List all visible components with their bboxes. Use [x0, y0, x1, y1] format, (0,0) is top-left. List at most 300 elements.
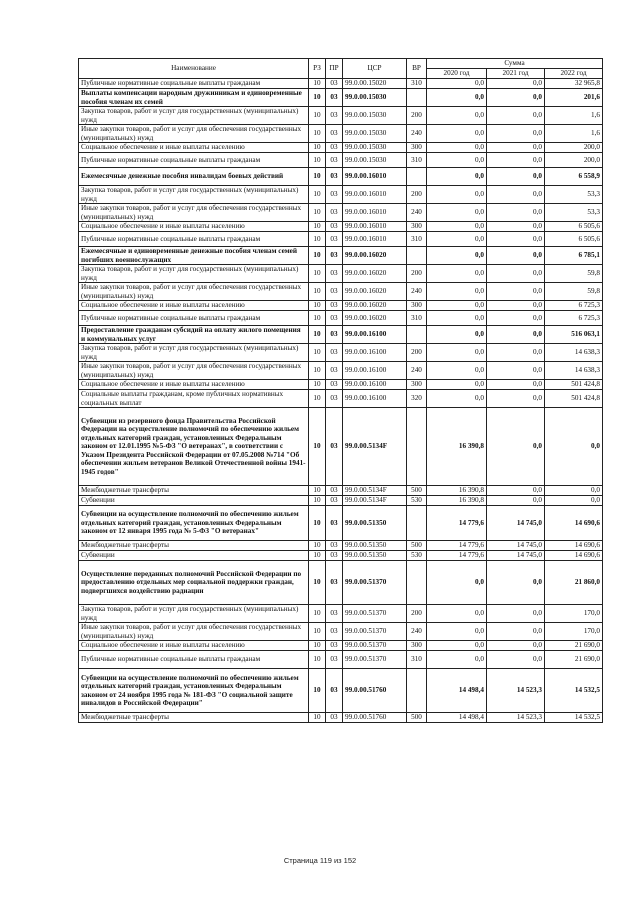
row-sum-2022: 1,6 — [545, 125, 603, 143]
row-csr: 99.0.00.16100 — [343, 344, 407, 362]
row-csr: 99.0.00.16010 — [343, 186, 407, 204]
row-rz: 10 — [309, 408, 326, 486]
row-sum-2021: 0,0 — [487, 380, 545, 390]
table-row — [79, 107, 603, 125]
row-sum-2020: 0,0 — [427, 326, 487, 344]
row-vr: 200 — [407, 605, 427, 623]
row-sum-2022: 14 532,5 — [545, 713, 603, 723]
row-name: Иные закупки товаров, работ и услуг для обеспечения государственных (муниципальных) нужд — [79, 204, 309, 222]
row-csr: 99.0.00.51760 — [343, 669, 407, 713]
row-csr: 99.0.00.51370 — [343, 561, 407, 605]
table-row — [79, 143, 603, 153]
page-footer: Страница 119 из 152 — [283, 856, 357, 865]
row-sum-2020: 0,0 — [427, 247, 487, 265]
row-csr: 99.0.00.51370 — [343, 641, 407, 651]
row-sum-2022: 0,0 — [545, 408, 603, 486]
row-sum-2020: 0,0 — [427, 125, 487, 143]
table-row — [79, 344, 603, 362]
row-csr: 99.0.00.51760 — [343, 713, 407, 723]
row-pr: 03 — [326, 641, 343, 651]
row-sum-2021: 14 523,3 — [487, 713, 545, 723]
row-sum-2021: 14 745,0 — [487, 541, 545, 551]
row-sum-2020: 0,0 — [427, 153, 487, 168]
row-sum-2022: 0,0 — [545, 486, 603, 496]
row-sum-2020: 14 779,6 — [427, 541, 487, 551]
row-sum-2021: 0,0 — [487, 311, 545, 326]
row-vr — [407, 326, 427, 344]
row-sum-2021: 0,0 — [487, 496, 545, 506]
row-rz: 10 — [309, 551, 326, 561]
row-vr — [407, 561, 427, 605]
row-pr: 03 — [326, 222, 343, 232]
row-vr: 200 — [407, 107, 427, 125]
row-rz: 10 — [309, 311, 326, 326]
row-sum-2021: 0,0 — [487, 390, 545, 408]
row-vr — [407, 669, 427, 713]
header-pr: ПР — [326, 59, 343, 79]
row-sum-2022: 200,0 — [545, 143, 603, 153]
row-sum-2021: 0,0 — [487, 204, 545, 222]
row-rz: 10 — [309, 125, 326, 143]
table-row — [79, 561, 603, 605]
row-vr: 310 — [407, 232, 427, 247]
row-vr: 300 — [407, 143, 427, 153]
row-sum-2022: 6 725,3 — [545, 301, 603, 311]
row-sum-2020: 14 779,6 — [427, 506, 487, 541]
row-sum-2020: 0,0 — [427, 143, 487, 153]
row-sum-2021: 0,0 — [487, 232, 545, 247]
row-sum-2021: 0,0 — [487, 283, 545, 301]
row-rz: 10 — [309, 651, 326, 669]
row-sum-2022: 14 690,6 — [545, 551, 603, 561]
row-name: Выплаты компенсации народным дружинникам и единовременные пособия членам их семей — [79, 89, 309, 107]
row-name: Публичные нормативные социальные выплаты гражданам — [79, 232, 309, 247]
row-sum-2021: 0,0 — [487, 486, 545, 496]
row-sum-2020: 0,0 — [427, 641, 487, 651]
row-name: Социальное обеспечение и иные выплаты населению — [79, 143, 309, 153]
row-sum-2022: 200,0 — [545, 153, 603, 168]
row-csr: 99.0.00.16100 — [343, 326, 407, 344]
row-rz: 10 — [309, 107, 326, 125]
row-sum-2021: 0,0 — [487, 605, 545, 623]
row-sum-2022: 21 690,0 — [545, 651, 603, 669]
row-sum-2021: 0,0 — [487, 265, 545, 283]
header-rz: РЗ — [309, 59, 326, 79]
row-vr: 310 — [407, 79, 427, 89]
table-row — [79, 408, 603, 486]
row-name: Социальное обеспечение и иные выплаты населению — [79, 301, 309, 311]
table-body — [79, 79, 603, 723]
row-csr: 99.0.00.16010 — [343, 232, 407, 247]
row-vr: 500 — [407, 486, 427, 496]
row-sum-2021: 0,0 — [487, 247, 545, 265]
table-row — [79, 204, 603, 222]
row-sum-2020: 0,0 — [427, 232, 487, 247]
table-row — [79, 265, 603, 283]
row-sum-2021: 0,0 — [487, 623, 545, 641]
row-pr: 03 — [326, 651, 343, 669]
row-name: Ежемесячные и единовременные денежные пособия членам семей погибших военнослужащих — [79, 247, 309, 265]
row-rz: 10 — [309, 623, 326, 641]
row-pr: 03 — [326, 551, 343, 561]
row-name: Закупка товаров, работ и услуг для государственных (муниципальных) нужд — [79, 605, 309, 623]
row-sum-2020: 0,0 — [427, 362, 487, 380]
row-pr: 03 — [326, 204, 343, 222]
row-sum-2021: 14 745,0 — [487, 551, 545, 561]
table-row — [79, 541, 603, 551]
row-name: Публичные нормативные социальные выплаты гражданам — [79, 651, 309, 669]
row-csr: 99.0.00.16010 — [343, 168, 407, 186]
row-name: Межбюджетные трансферты — [79, 486, 309, 496]
row-pr: 03 — [326, 380, 343, 390]
table-row — [79, 486, 603, 496]
table-row — [79, 232, 603, 247]
row-rz: 10 — [309, 541, 326, 551]
table-row — [79, 153, 603, 168]
row-rz: 10 — [309, 283, 326, 301]
row-sum-2020: 0,0 — [427, 283, 487, 301]
row-pr: 03 — [326, 506, 343, 541]
row-sum-2020: 0,0 — [427, 311, 487, 326]
table-row — [79, 247, 603, 265]
row-csr: 99.0.00.51350 — [343, 506, 407, 541]
row-pr: 03 — [326, 232, 343, 247]
row-csr: 99.0.00.16010 — [343, 204, 407, 222]
row-sum-2022: 59,8 — [545, 283, 603, 301]
row-vr: 240 — [407, 125, 427, 143]
row-sum-2021: 0,0 — [487, 143, 545, 153]
row-csr: 99.0.00.5134F — [343, 486, 407, 496]
row-sum-2020: 14 498,4 — [427, 713, 487, 723]
row-name: Закупка товаров, работ и услуг для государственных (муниципальных) нужд — [79, 265, 309, 283]
row-rz: 10 — [309, 605, 326, 623]
row-sum-2020: 0,0 — [427, 390, 487, 408]
row-vr: 300 — [407, 301, 427, 311]
table-row — [79, 222, 603, 232]
row-rz: 10 — [309, 143, 326, 153]
row-rz: 10 — [309, 79, 326, 89]
row-sum-2020: 0,0 — [427, 623, 487, 641]
row-csr: 99.0.00.16100 — [343, 362, 407, 380]
row-rz: 10 — [309, 153, 326, 168]
row-vr: 310 — [407, 153, 427, 168]
row-pr: 03 — [326, 561, 343, 605]
row-pr: 03 — [326, 153, 343, 168]
row-csr: 99.0.00.15030 — [343, 107, 407, 125]
row-vr: 530 — [407, 551, 427, 561]
row-vr — [407, 247, 427, 265]
row-pr: 03 — [326, 496, 343, 506]
row-pr: 03 — [326, 283, 343, 301]
row-sum-2022: 6 505,6 — [545, 232, 603, 247]
row-name: Субвенции — [79, 496, 309, 506]
row-sum-2021: 0,0 — [487, 362, 545, 380]
row-rz: 10 — [309, 186, 326, 204]
row-csr: 99.0.00.5134F — [343, 408, 407, 486]
row-pr: 03 — [326, 311, 343, 326]
row-sum-2022: 6 785,1 — [545, 247, 603, 265]
row-sum-2022: 501 424,8 — [545, 390, 603, 408]
row-sum-2020: 16 390,8 — [427, 496, 487, 506]
row-sum-2022: 201,6 — [545, 89, 603, 107]
table-row — [79, 669, 603, 713]
row-vr: 300 — [407, 222, 427, 232]
row-csr: 99.0.00.5134F — [343, 496, 407, 506]
row-csr: 99.0.00.16020 — [343, 247, 407, 265]
row-vr: 200 — [407, 344, 427, 362]
row-pr: 03 — [326, 390, 343, 408]
row-rz: 10 — [309, 344, 326, 362]
row-name: Публичные нормативные социальные выплаты гражданам — [79, 311, 309, 326]
row-name: Иные закупки товаров, работ и услуг для обеспечения государственных (муниципальных) нужд — [79, 283, 309, 301]
row-sum-2022: 14 638,3 — [545, 362, 603, 380]
table-row — [79, 168, 603, 186]
row-csr: 99.0.00.51370 — [343, 623, 407, 641]
row-vr — [407, 168, 427, 186]
row-sum-2020: 0,0 — [427, 344, 487, 362]
row-pr: 03 — [326, 605, 343, 623]
row-pr: 03 — [326, 186, 343, 204]
row-name: Межбюджетные трансферты — [79, 713, 309, 723]
row-vr: 320 — [407, 390, 427, 408]
header-name: Наименование — [79, 59, 309, 79]
row-sum-2022: 516 063,1 — [545, 326, 603, 344]
row-name: Субвенции из резервного фонда Правительства Российской Федерации на осуществление полномочий по обеспечению жильем отдельных категорий граждан, установленных Федеральным законом от 12.01.1995 №5-ФЗ "О ветеранах", в соответствии с Указом Президента Российской Федерации от 07.05.2008 №714 "Об обеспечении жильем ветеранов Великой Отечественной войны 1941-1945 годов" — [79, 408, 309, 486]
row-sum-2021: 0,0 — [487, 301, 545, 311]
row-rz: 10 — [309, 496, 326, 506]
row-pr: 03 — [326, 326, 343, 344]
row-sum-2020: 0,0 — [427, 186, 487, 204]
table-row — [79, 605, 603, 623]
row-sum-2020: 16 390,8 — [427, 408, 487, 486]
row-sum-2022: 14 532,5 — [545, 669, 603, 713]
row-name: Межбюджетные трансферты — [79, 541, 309, 551]
row-sum-2021: 0,0 — [487, 651, 545, 669]
row-pr: 03 — [326, 265, 343, 283]
header-csr: ЦСР — [343, 59, 407, 79]
row-rz: 10 — [309, 204, 326, 222]
table-row — [79, 506, 603, 541]
row-name: Иные закупки товаров, работ и услуг для обеспечения государственных (муниципальных) нужд — [79, 125, 309, 143]
row-pr: 03 — [326, 168, 343, 186]
row-csr: 99.0.00.15030 — [343, 153, 407, 168]
row-vr: 240 — [407, 623, 427, 641]
row-sum-2022: 6 505,6 — [545, 222, 603, 232]
row-name: Осуществление переданных полномочий Российской Федерации по предоставлению отдельных мер социальной поддержки граждан, подвергшихся воздействию радиации — [79, 561, 309, 605]
row-name: Иные закупки товаров, работ и услуг для обеспечения государственных (муниципальных) нужд — [79, 362, 309, 380]
row-csr: 99.0.00.15030 — [343, 89, 407, 107]
row-pr: 03 — [326, 713, 343, 723]
row-sum-2021: 0,0 — [487, 89, 545, 107]
row-name: Иные закупки товаров, работ и услуг для обеспечения государственных (муниципальных) нужд — [79, 623, 309, 641]
table-row — [79, 362, 603, 380]
row-vr: 240 — [407, 204, 427, 222]
row-sum-2020: 0,0 — [427, 204, 487, 222]
row-pr: 03 — [326, 301, 343, 311]
row-sum-2022: 501 424,8 — [545, 380, 603, 390]
row-sum-2021: 0,0 — [487, 222, 545, 232]
row-sum-2022: 14 638,3 — [545, 344, 603, 362]
row-sum-2021: 0,0 — [487, 107, 545, 125]
row-sum-2022: 53,3 — [545, 186, 603, 204]
row-name: Закупка товаров, работ и услуг для государственных (муниципальных) нужд — [79, 344, 309, 362]
row-sum-2020: 0,0 — [427, 651, 487, 669]
row-name: Ежемесячные денежные пособия инвалидам боевых действий — [79, 168, 309, 186]
row-sum-2020: 0,0 — [427, 89, 487, 107]
row-name: Субвенции на осуществление полномочий по обеспечению жильем отдельных категорий граждан, установленных Федеральным законом от 12 января 1995 года № 5-ФЗ "О ветеранах" — [79, 506, 309, 541]
header-year-2020: 2020 год — [427, 69, 487, 79]
row-vr — [407, 506, 427, 541]
row-sum-2021: 14 523,3 — [487, 669, 545, 713]
table-row — [79, 186, 603, 204]
budget-table — [78, 58, 603, 723]
row-pr: 03 — [326, 344, 343, 362]
row-sum-2022: 170,0 — [545, 623, 603, 641]
row-vr — [407, 89, 427, 107]
row-vr: 300 — [407, 641, 427, 651]
table-row — [79, 311, 603, 326]
row-pr: 03 — [326, 79, 343, 89]
row-sum-2020: 0,0 — [427, 605, 487, 623]
row-pr: 03 — [326, 107, 343, 125]
header-year-2022: 2022 год — [545, 69, 603, 79]
row-sum-2022: 21 860,0 — [545, 561, 603, 605]
row-sum-2021: 0,0 — [487, 561, 545, 605]
row-csr: 99.0.00.16020 — [343, 283, 407, 301]
header-year-2021: 2021 год — [487, 69, 545, 79]
row-rz: 10 — [309, 89, 326, 107]
row-name: Социальное обеспечение и иные выплаты населению — [79, 380, 309, 390]
row-name: Социальные выплаты гражданам, кроме публичных нормативных социальных выплат — [79, 390, 309, 408]
row-sum-2020: 14 779,6 — [427, 551, 487, 561]
row-csr: 99.0.00.15020 — [343, 79, 407, 89]
row-rz: 10 — [309, 506, 326, 541]
row-rz: 10 — [309, 265, 326, 283]
row-csr: 99.0.00.16010 — [343, 222, 407, 232]
row-sum-2020: 14 498,4 — [427, 669, 487, 713]
row-sum-2020: 0,0 — [427, 380, 487, 390]
row-sum-2021: 0,0 — [487, 408, 545, 486]
row-csr: 99.0.00.16020 — [343, 265, 407, 283]
row-sum-2020: 0,0 — [427, 301, 487, 311]
header-vr: ВР — [407, 59, 427, 79]
row-rz: 10 — [309, 641, 326, 651]
row-csr: 99.0.00.15030 — [343, 125, 407, 143]
row-sum-2021: 0,0 — [487, 641, 545, 651]
row-csr: 99.0.00.51350 — [343, 541, 407, 551]
row-csr: 99.0.00.16100 — [343, 390, 407, 408]
row-pr: 03 — [326, 541, 343, 551]
row-pr: 03 — [326, 669, 343, 713]
row-pr: 03 — [326, 486, 343, 496]
row-csr: 99.0.00.15030 — [343, 143, 407, 153]
row-pr: 03 — [326, 143, 343, 153]
table-row — [79, 380, 603, 390]
row-pr: 03 — [326, 125, 343, 143]
row-sum-2021: 0,0 — [487, 79, 545, 89]
row-sum-2022: 21 690,0 — [545, 641, 603, 651]
row-rz: 10 — [309, 362, 326, 380]
row-name: Закупка товаров, работ и услуг для государственных (муниципальных) нужд — [79, 107, 309, 125]
row-vr: 310 — [407, 311, 427, 326]
row-vr: 200 — [407, 186, 427, 204]
row-vr — [407, 408, 427, 486]
row-sum-2020: 16 390,8 — [427, 486, 487, 496]
table-row — [79, 641, 603, 651]
row-vr: 500 — [407, 713, 427, 723]
row-sum-2022: 0,0 — [545, 496, 603, 506]
row-name: Предоставление гражданам субсидий на оплату жилого помещения и коммунальных услуг — [79, 326, 309, 344]
row-csr: 99.0.00.16100 — [343, 380, 407, 390]
row-name: Социальное обеспечение и иные выплаты населению — [79, 641, 309, 651]
row-sum-2022: 53,3 — [545, 204, 603, 222]
row-vr: 240 — [407, 283, 427, 301]
row-rz: 10 — [309, 247, 326, 265]
row-rz: 10 — [309, 486, 326, 496]
row-vr: 530 — [407, 496, 427, 506]
row-csr: 99.0.00.16020 — [343, 311, 407, 326]
row-rz: 10 — [309, 669, 326, 713]
row-name: Субвенции — [79, 551, 309, 561]
row-name: Публичные нормативные социальные выплаты гражданам — [79, 79, 309, 89]
row-pr: 03 — [326, 623, 343, 641]
row-sum-2022: 6 725,3 — [545, 311, 603, 326]
row-pr: 03 — [326, 362, 343, 380]
row-csr: 99.0.00.51370 — [343, 605, 407, 623]
row-sum-2021: 0,0 — [487, 168, 545, 186]
row-rz: 10 — [309, 326, 326, 344]
row-name: Социальное обеспечение и иные выплаты населению — [79, 222, 309, 232]
table-row — [79, 390, 603, 408]
table-row — [79, 713, 603, 723]
row-sum-2020: 0,0 — [427, 79, 487, 89]
row-sum-2022: 32 965,8 — [545, 79, 603, 89]
row-rz: 10 — [309, 168, 326, 186]
row-sum-2022: 14 690,6 — [545, 506, 603, 541]
row-rz: 10 — [309, 301, 326, 311]
row-sum-2021: 0,0 — [487, 153, 545, 168]
row-vr: 200 — [407, 265, 427, 283]
row-pr: 03 — [326, 247, 343, 265]
row-name: Субвенции на осуществление полномочий по обеспечению жильем отдельных категорий граждан, установленных Федеральным законом от 24 ноября 1995 года № 181-ФЗ "О социальной защите инвалидов в Российской Федерации" — [79, 669, 309, 713]
row-sum-2022: 6 558,9 — [545, 168, 603, 186]
row-sum-2021: 0,0 — [487, 125, 545, 143]
table-row — [79, 301, 603, 311]
row-sum-2021: 0,0 — [487, 186, 545, 204]
row-sum-2022: 170,0 — [545, 605, 603, 623]
row-rz: 10 — [309, 380, 326, 390]
table-row — [79, 551, 603, 561]
row-vr: 500 — [407, 541, 427, 551]
row-sum-2020: 0,0 — [427, 222, 487, 232]
row-sum-2020: 0,0 — [427, 107, 487, 125]
row-sum-2020: 0,0 — [427, 168, 487, 186]
row-vr: 240 — [407, 362, 427, 380]
row-sum-2021: 14 745,0 — [487, 506, 545, 541]
row-sum-2021: 0,0 — [487, 326, 545, 344]
row-csr: 99.0.00.51350 — [343, 551, 407, 561]
table-row — [79, 125, 603, 143]
row-pr: 03 — [326, 89, 343, 107]
table-row — [79, 496, 603, 506]
row-sum-2021: 0,0 — [487, 344, 545, 362]
row-rz: 10 — [309, 561, 326, 605]
table-row — [79, 623, 603, 641]
row-csr: 99.0.00.16020 — [343, 301, 407, 311]
row-rz: 10 — [309, 713, 326, 723]
row-rz: 10 — [309, 390, 326, 408]
table-row — [79, 283, 603, 301]
